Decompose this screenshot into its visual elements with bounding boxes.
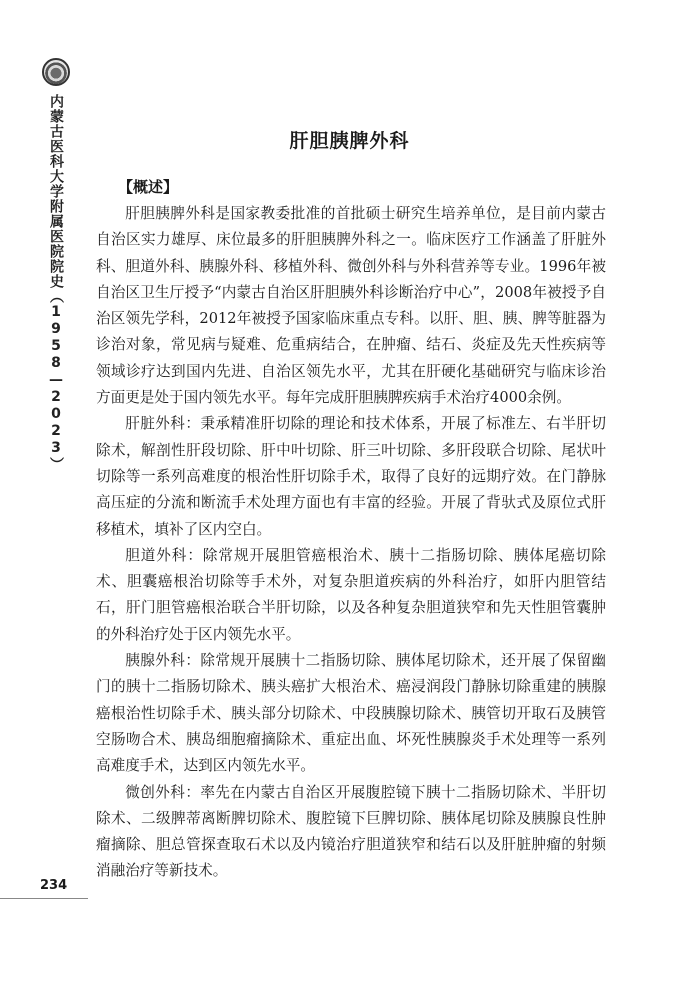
paragraph-overview: 肝胆胰脾外科是国家教委批准的首批硕士研究生培养单位，是目前内蒙古自治区实力雄厚、床位最多的肝胆胰脾外科之一。临床医疗工作涵盖了肝脏外科、胆道外科、胰腺外科、移植外科、微创外科与外科营养等专业。1996年被自治区卫生厅授予“内蒙古自治区肝胆胰外科诊断治疗中心”，2008年被授予自治区领先学科，2012年被授予国家临床重点专科。以肝、胆、胰、脾等脏器为诊治对象，常见病与疑难、危重病结合，在肿瘤、结石、炎症及先天性疾病等领域诊疗达到国内先进、自治区领先水平，尤其在肝硬化基础研究与临床诊治方面更是处于国内领先水平。每年完成肝胆胰脾疾病手术治疗4000余例。	[96, 205, 606, 407]
footer-rule	[0, 898, 88, 899]
paragraph-liver-surgery: 肝脏外科：秉承精准肝切除的理论和技术体系，开展了标准左、右半肝切除术，解剖性肝段切除、肝中叶切除、肝三叶切除、多肝段联合切除、尾状叶切除等一系列高难度的根治性肝切除手术，取得了良好的远期疗效。在门静脉高压症的分流和断流手术处理方面也有丰富的经验。开展了背驮式及原位式肝移植术，填补了区内空白。	[96, 415, 606, 538]
hospital-logo	[42, 58, 70, 86]
paragraph-biliary-surgery: 胆道外科：除常规开展胆管癌根治术、胰十二指肠切除、胰体尾癌切除术、胆囊癌根治切除等手术外，对复杂胆道疾病的外科治疗，如肝内胆管结石，肝门胆管癌根治联合半肝切除，以及各种复杂胆道狭窄和先天性胆管囊肿的外科治疗处于区内领先水平。	[96, 546, 606, 643]
paragraph-pancreatic-surgery: 胰腺外科：除常规开展胰十二指肠切除、胰体尾切除术，还开展了保留幽门的胰十二指肠切除术、胰头癌扩大根治术、癌浸润段门静脉切除重建的胰腺癌根治性切除手术、胰头部分切除术、中段胰腺切除术、胰管切开取石及胰管空肠吻合术、胰岛细胞瘤摘除术、重症出血、坏死性胰腺炎手术处理等一系列高难度手术，达到区内领先水平。	[96, 652, 606, 775]
page-title: 肝胆胰脾外科	[289, 130, 410, 152]
page-number: 234	[40, 878, 68, 893]
body-text	[96, 201, 606, 885]
section-heading: 【概述】	[118, 178, 179, 196]
running-header: 内蒙古医科大学附属医院院史（1958—2023）	[48, 94, 64, 472]
paragraph-minimally-invasive-surgery: 微创外科：率先在内蒙古自治区开展腹腔镜下胰十二指肠切除术、半肝切除术、二级脾蒂离断脾切除术、腹腔镜下巨脾切除、胰体尾切除及胰腺良性肿瘤摘除、胆总管探查取石术以及内镜治疗胆道狭窄和结石以及肝脏肿瘤的射频消融治疗等新技术。	[96, 783, 606, 880]
